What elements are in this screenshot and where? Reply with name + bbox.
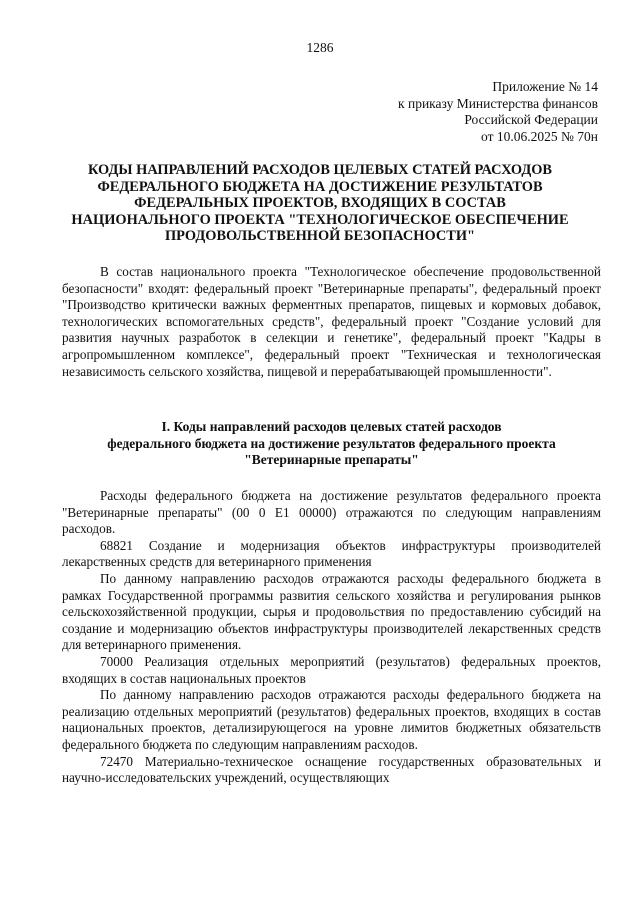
section-heading-line: I. Коды направлений расходов целевых статей расходов — [161, 419, 502, 434]
appendix-country: Российской Федерации — [464, 112, 598, 127]
paragraph-code-70000: 70000 Реализация отдельных мероприятий (результатов) федеральных проектов, входящих в состав национальных проектов — [62, 653, 601, 686]
section-heading-line: "Ветеринарные препараты" — [244, 452, 419, 468]
paragraph-68821-description: По данному направлению расходов отражаются расходы федерального бюджета в рамках Государственной программы развития сельского хозяйства и регулирования рынков сельскохозяйственной продукции, сырья и продовольствия по предоставлению субсидий на создание и модернизацию объектов инфраструктуры производителей лекарственных средств для ветеринарного применения. — [62, 570, 601, 653]
document-title — [40, 162, 600, 245]
appendix-header — [380, 79, 598, 145]
paragraph-70000-description: По данному направлению расходов отражаются расходы федерального бюджета на реализацию отдельных мероприятий (результатов) федеральных проектов, входящих в состав национальных проектов, детализирующегося на уровне лимитов бюджетных обязательств федерального бюджета по следующим направлениям расходов. — [62, 687, 601, 752]
appendix-order: к приказу Министерства финансов — [398, 95, 598, 111]
section-heading — [62, 419, 601, 469]
section-heading-line: федерального бюджета на достижение результатов федерального проекта — [107, 435, 556, 451]
intro-block — [62, 264, 601, 380]
title-line: ФЕДЕРАЛЬНЫХ ПРОЕКТОВ, ВХОДЯЩИХ В СОСТАВ — [134, 195, 506, 212]
title-line: ПРОДОВОЛЬСТВЕННОЙ БЕЗОПАСНОСТИ" — [164, 228, 476, 245]
body-block — [62, 488, 601, 787]
title-line: КОДЫ НАПРАВЛЕНИЙ РАСХОДОВ ЦЕЛЕВЫХ СТАТЕЙ РАСХОДОВ — [87, 162, 553, 178]
title-line: НАЦИОНАЛЬНОГО ПРОЕКТА "ТЕХНОЛОГИЧЕСКОЕ ОБЕСПЕЧЕНИЕ — [71, 211, 569, 228]
appendix-number: Приложение № 14 — [492, 79, 598, 94]
paragraph-code-72470: 72470 Материально-техническое оснащение государственных образовательных и научно-исследовательских учреждений, осуществляющих — [62, 753, 601, 786]
title-line: ФЕДЕРАЛЬНОГО БЮДЖЕТА НА ДОСТИЖЕНИЕ РЕЗУЛЬТАТОВ — [97, 178, 543, 195]
intro-paragraph: В состав национального проекта "Технологическое обеспечение продовольственной безопасности" входят: федеральный проект "Ветеринарные препараты", федеральный проект "Производство критически важных ферментных препаратов, пищевых и кормовых добавок, технологических вспомогательных средств", федеральный проект "Создание условий для развития научных разработок в селекции и генетике", федеральный проект "Кадры в агропромышленном комплексе", федеральный проект "Техническая и технологическая независимость сельского хозяйства, пищевой и перерабатывающей промышленности". — [62, 264, 601, 379]
paragraph-funding: Расходы федерального бюджета на достижение результатов федерального проекта "Ветеринарные препараты" (00 0 Е1 00000) отражаются по следующим направлениям расходов. — [62, 488, 601, 537]
page-number: 1286 — [306, 40, 334, 55]
appendix-date: от 10.06.2025 № 70н — [481, 128, 598, 144]
paragraph-code-68821: 68821 Создание и модернизация объектов инфраструктуры производителей лекарственных средств для ветеринарного применения — [62, 537, 601, 570]
